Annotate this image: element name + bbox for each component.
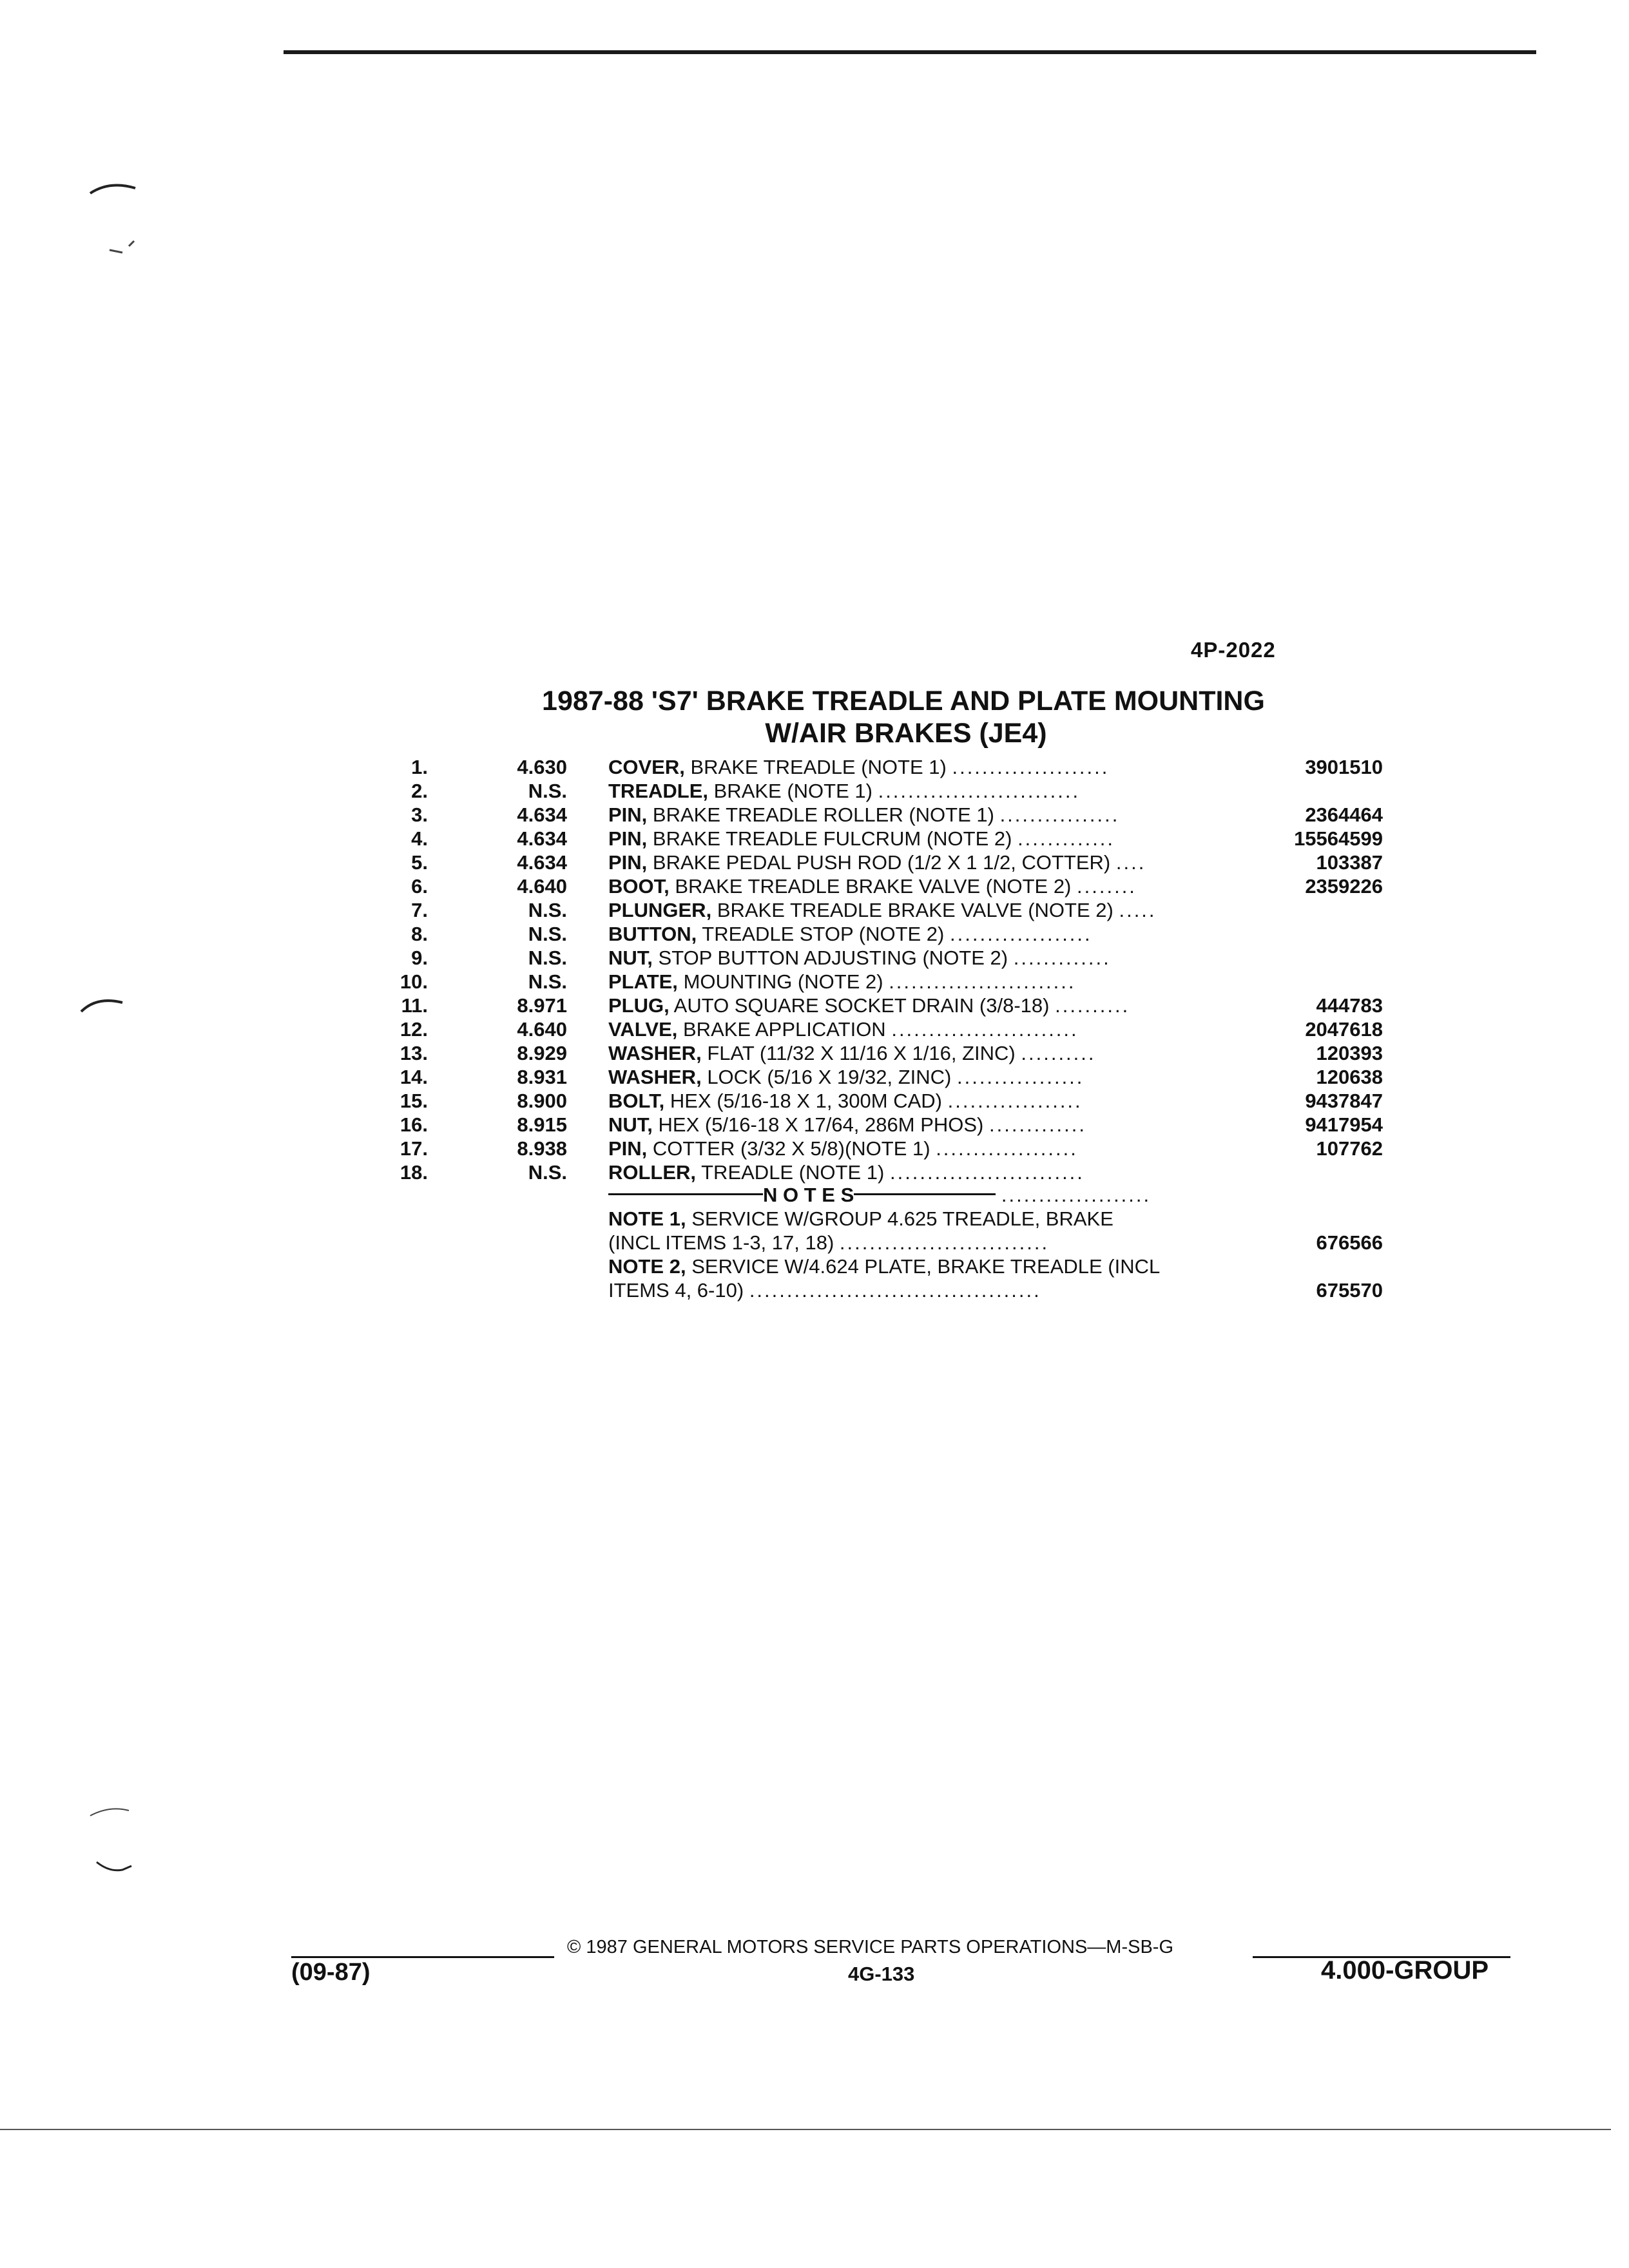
list-item bbox=[0, 922, 1629, 946]
revision-date: (09-87) bbox=[291, 1959, 371, 1986]
note-1-continued: (INCL ITEMS 1-3, 17, 18) ............................ bbox=[608, 1231, 1050, 1254]
group-number: N.S. bbox=[528, 780, 567, 802]
group-number: 8.931 bbox=[517, 1066, 567, 1088]
note-2: NOTE 2, SERVICE W/4.624 PLATE, BRAKE TREADLE (INCL bbox=[608, 1255, 1161, 1278]
item-number: 2. bbox=[411, 780, 428, 802]
item-number: 5. bbox=[411, 851, 428, 874]
item-number: 1. bbox=[411, 756, 428, 778]
item-number: 15. bbox=[400, 1090, 428, 1112]
group-number: 8.971 bbox=[517, 994, 567, 1017]
group-number: N.S. bbox=[528, 947, 567, 969]
bottom-rule bbox=[0, 2129, 1611, 2130]
group-number: 4.634 bbox=[517, 851, 567, 874]
page-number: 4G-133 bbox=[848, 1963, 915, 1985]
item-description: PLUG, AUTO SQUARE SOCKET DRAIN (3/8-18) .......... bbox=[608, 994, 1130, 1017]
note-2-continued: ITEMS 4, 6-10) ....................................... bbox=[608, 1279, 1041, 1302]
list-item bbox=[0, 1160, 1629, 1184]
list-item bbox=[0, 1065, 1629, 1089]
copyright-notice: © 1987 GENERAL MOTORS SERVICE PARTS OPERATIONS—M-SB-G bbox=[567, 1937, 1173, 1957]
list-item bbox=[0, 755, 1629, 779]
list-item bbox=[0, 898, 1629, 922]
group-number: 4.640 bbox=[517, 1018, 567, 1041]
part-number: 120638 bbox=[1316, 1066, 1383, 1088]
group-number: N.S. bbox=[528, 970, 567, 993]
item-description: PIN, BRAKE TREADLE FULCRUM (NOTE 2) ............. bbox=[608, 827, 1115, 850]
item-number: 13. bbox=[400, 1042, 428, 1064]
group-number: 4.640 bbox=[517, 875, 567, 898]
list-item bbox=[0, 827, 1629, 850]
item-description: WASHER, FLAT (11/32 X 11/16 X 1/16, ZINC) .......... bbox=[608, 1042, 1096, 1064]
list-item bbox=[0, 1137, 1629, 1160]
item-description: BOLT, HEX (5/16-18 X 1, 300M CAD) .................. bbox=[608, 1090, 1083, 1112]
item-number: 18. bbox=[400, 1161, 428, 1184]
part-number: 444783 bbox=[1316, 994, 1383, 1017]
item-description: WASHER, LOCK (5/16 X 19/32, ZINC) ................. bbox=[608, 1066, 1084, 1088]
list-item bbox=[0, 1017, 1629, 1041]
item-number: 11. bbox=[401, 994, 428, 1017]
item-description: PIN, COTTER (3/32 X 5/8)(NOTE 1) ................... bbox=[608, 1137, 1078, 1160]
figure-reference-code: 4P-2022 bbox=[1191, 638, 1276, 662]
item-description: BOOT, BRAKE TREADLE BRAKE VALVE (NOTE 2) ........ bbox=[608, 875, 1137, 898]
item-number: 6. bbox=[411, 875, 428, 898]
group-label: 4.000-GROUP bbox=[1321, 1956, 1489, 1984]
item-description: NUT, STOP BUTTON ADJUSTING (NOTE 2) ............. bbox=[608, 947, 1111, 969]
item-description: BUTTON, TREADLE STOP (NOTE 2) ................... bbox=[608, 923, 1092, 945]
part-number: 120393 bbox=[1316, 1042, 1383, 1064]
item-number: 10. bbox=[400, 970, 428, 993]
group-number: 8.938 bbox=[517, 1137, 567, 1160]
part-number: 2359226 bbox=[1305, 875, 1383, 898]
group-number: 8.929 bbox=[517, 1042, 567, 1064]
item-number: 3. bbox=[411, 803, 428, 826]
page-title: 1987-88 'S7' BRAKE TREADLE AND PLATE MOUNTING bbox=[542, 686, 1265, 716]
note-1-part-number: 676566 bbox=[1316, 1231, 1383, 1254]
list-item bbox=[0, 946, 1629, 970]
list-item bbox=[0, 874, 1629, 898]
item-description: COVER, BRAKE TREADLE (NOTE 1) ..................... bbox=[608, 756, 1110, 778]
binder-hole-mark-icon bbox=[84, 1798, 155, 1881]
item-description: NUT, HEX (5/16-18 X 17/64, 286M PHOS) ............. bbox=[608, 1113, 1086, 1136]
top-rule bbox=[284, 50, 1536, 54]
note-2-part-number: 675570 bbox=[1316, 1279, 1383, 1302]
list-item bbox=[0, 1041, 1629, 1065]
part-number: 9417954 bbox=[1305, 1113, 1383, 1136]
item-description: PLATE, MOUNTING (NOTE 2) ......................... bbox=[608, 970, 1076, 993]
part-number: 2364464 bbox=[1305, 803, 1383, 826]
item-description: TREADLE, BRAKE (NOTE 1) ........................... bbox=[608, 780, 1081, 802]
item-number: 4. bbox=[411, 827, 428, 850]
group-number: 4.630 bbox=[517, 756, 567, 778]
item-number: 16. bbox=[400, 1113, 428, 1136]
item-description: PLUNGER, BRAKE TREADLE BRAKE VALVE (NOTE 2) ..... bbox=[608, 899, 1157, 921]
note-1: NOTE 1, SERVICE W/GROUP 4.625 TREADLE, BRAKE bbox=[608, 1207, 1113, 1230]
item-description: ROLLER, TREADLE (NOTE 1) .......................... bbox=[608, 1161, 1084, 1184]
binder-hole-mark-icon bbox=[84, 174, 148, 258]
part-number: 107762 bbox=[1316, 1137, 1383, 1160]
item-number: 7. bbox=[411, 899, 428, 921]
group-number: 8.900 bbox=[517, 1090, 567, 1112]
item-number: 17. bbox=[400, 1137, 428, 1160]
part-number: 103387 bbox=[1316, 851, 1383, 874]
group-number: 4.634 bbox=[517, 827, 567, 850]
list-item bbox=[0, 970, 1629, 994]
footer-rule-left bbox=[291, 1956, 554, 1958]
item-number: 8. bbox=[411, 923, 428, 945]
group-number: 8.915 bbox=[517, 1113, 567, 1136]
item-description: PIN, BRAKE TREADLE ROLLER (NOTE 1) ................ bbox=[608, 803, 1120, 826]
part-number: 3901510 bbox=[1305, 756, 1383, 778]
item-number: 9. bbox=[411, 947, 428, 969]
item-description: VALVE, BRAKE APPLICATION ......................... bbox=[608, 1018, 1079, 1041]
group-number: N.S. bbox=[528, 1161, 567, 1184]
group-number: N.S. bbox=[528, 899, 567, 921]
part-number: 9437847 bbox=[1305, 1090, 1383, 1112]
list-item bbox=[0, 850, 1629, 874]
group-number: N.S. bbox=[528, 923, 567, 945]
page-subtitle: W/AIR BRAKES (JE4) bbox=[765, 718, 1047, 749]
item-number: 14. bbox=[400, 1066, 428, 1088]
notes-heading: N O T E S .................... bbox=[608, 1183, 1151, 1207]
part-number: 15564599 bbox=[1294, 827, 1383, 850]
list-item bbox=[0, 803, 1629, 827]
group-number: 4.634 bbox=[517, 803, 567, 826]
item-description: PIN, BRAKE PEDAL PUSH ROD (1/2 X 1 1/2, COTTER) .... bbox=[608, 851, 1146, 874]
part-number: 2047618 bbox=[1305, 1018, 1383, 1041]
list-item bbox=[0, 779, 1629, 803]
item-number: 12. bbox=[400, 1018, 428, 1041]
list-item bbox=[0, 994, 1629, 1017]
list-item bbox=[0, 1089, 1629, 1113]
list-item bbox=[0, 1113, 1629, 1137]
